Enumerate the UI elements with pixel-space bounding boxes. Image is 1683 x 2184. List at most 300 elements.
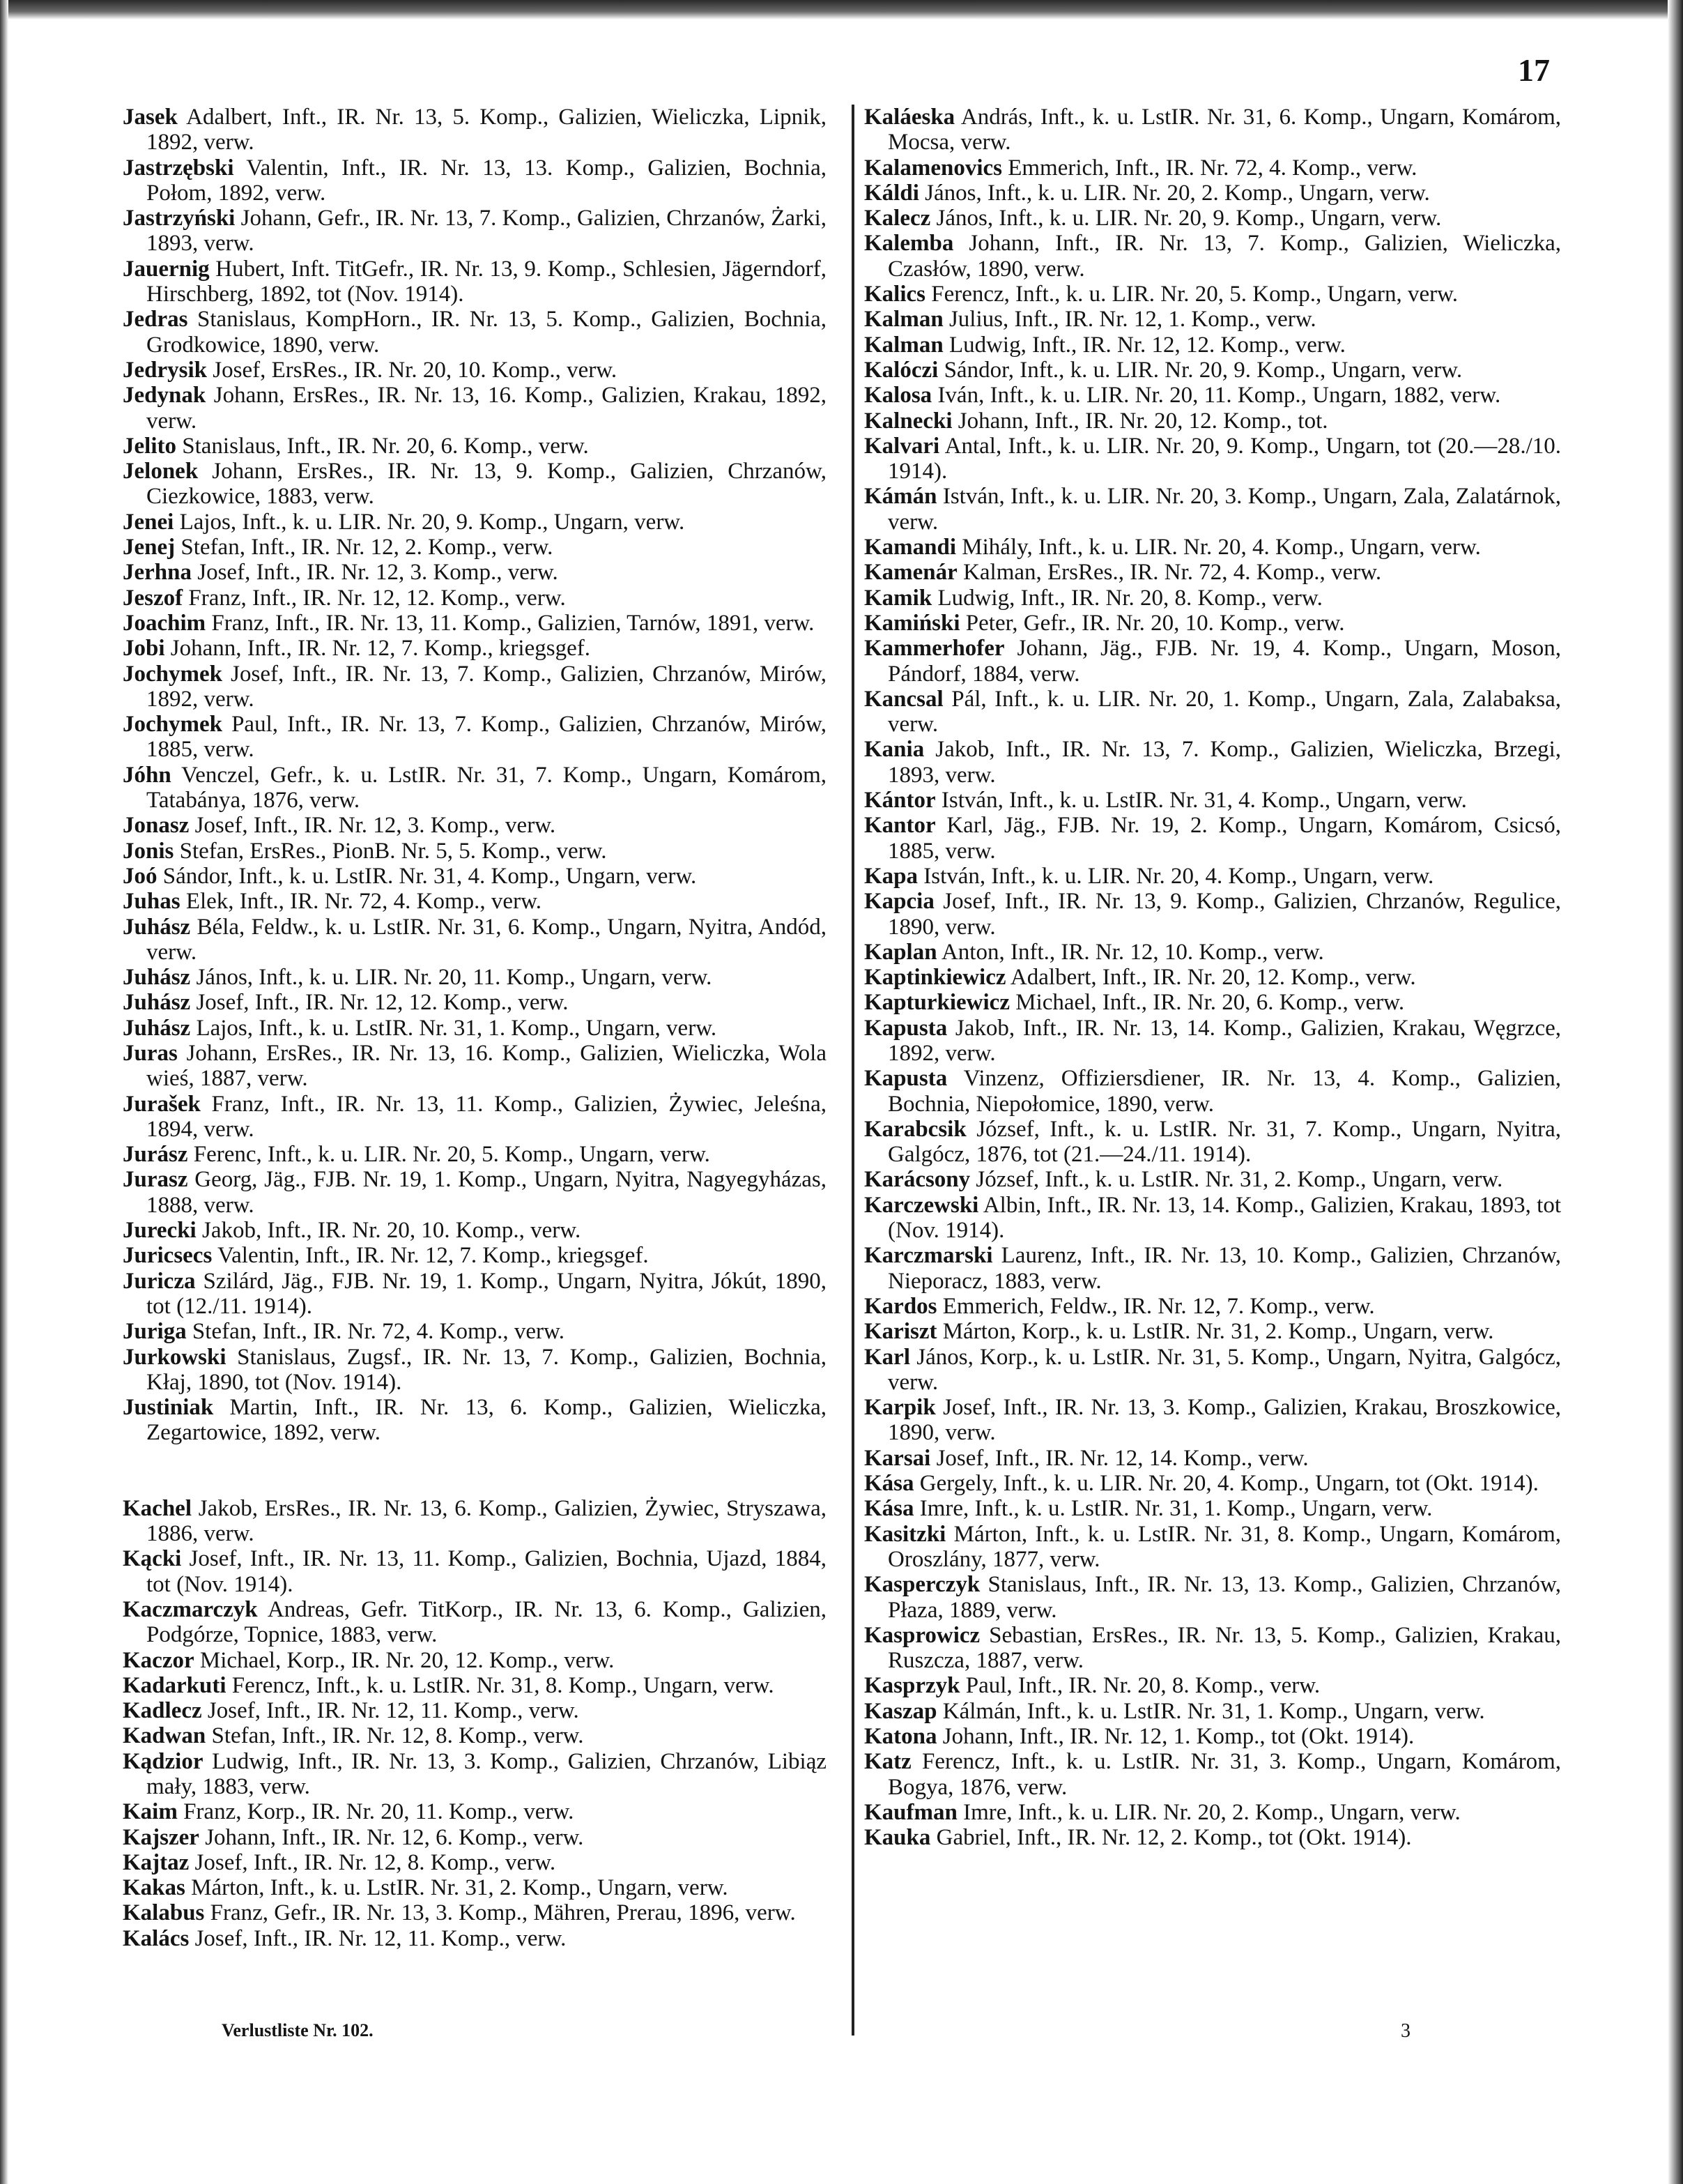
entry-details: Emmerich, Inft., IR. Nr. 72, 4. Komp., verw. <box>1001 155 1417 181</box>
casualty-entry <box>864 1167 1561 1192</box>
entry-details: Hubert, Inft. TitGefr., IR. Nr. 13, 9. Komp., Schlesien, Jägerndorf, Hirschberg, 1892, tot (Nov. 1914). <box>146 256 827 307</box>
entry-details: Georg, Jäg., FJB. Nr. 19, 1. Komp., Ungarn, Nyitra, Nagyegyházas, 1888, verw. <box>146 1167 827 1218</box>
entry-surname: Kauka <box>864 1825 931 1851</box>
casualty-entry <box>123 1926 827 1951</box>
casualty-entry <box>123 358 827 383</box>
entry-details: Sebastian, ErsRes., IR. Nr. 13, 5. Komp., Galizien, Krakau, Ruszcza, 1887, verw. <box>888 1622 1561 1674</box>
entry-surname: Kaczmarczyk <box>123 1596 258 1622</box>
casualty-entry <box>864 1623 1561 1674</box>
entry-surname: Kalvari <box>864 433 940 459</box>
entry-details: Johann, ErsRes., IR. Nr. 13, 9. Komp., Galizien, Chrzanów, Ciezkowice, 1883, verw. <box>146 459 827 510</box>
entry-surname: Karczewski <box>864 1192 979 1218</box>
casualty-entry <box>123 813 827 838</box>
entry-surname: Jauernig <box>123 256 210 282</box>
entry-details: Adalbert, Inft., IR. Nr. 20, 12. Komp., verw. <box>1006 965 1416 991</box>
entry-surname: Jedras <box>123 307 188 333</box>
casualty-entry <box>123 864 827 889</box>
entry-surname: Justiniak <box>123 1395 214 1421</box>
casualty-entry <box>864 1243 1561 1294</box>
casualty-entry <box>864 788 1561 813</box>
entry-details: Ferenc, Inft., k. u. LIR. Nr. 20, 5. Komp., Ungarn, verw. <box>187 1142 710 1168</box>
entry-surname: Kasperczyk <box>864 1572 981 1598</box>
casualty-entry <box>864 1800 1561 1825</box>
casualty-entry <box>864 864 1561 889</box>
entry-details: Franz, Inft., IR. Nr. 12, 12. Komp., verw. <box>183 585 566 611</box>
entry-details: Kálmán, Inft., k. u. LstIR. Nr. 31, 1. Komp., Ungarn, verw. <box>937 1698 1485 1724</box>
entry-surname: Juricsecs <box>123 1243 213 1269</box>
entry-details: Ludwig, Inft., IR. Nr. 20, 8. Komp., verw. <box>932 585 1323 611</box>
casualty-entry <box>123 1243 827 1268</box>
casualty-entry <box>123 1597 827 1648</box>
entry-details: János, Inft., k. u. LIR. Nr. 20, 2. Komp., Ungarn, verw. <box>919 180 1430 206</box>
entry-details: Johann, ErsRes., IR. Nr. 13, 16. Komp., Galizien, Wieliczka, Wola wieś, 1887, verw. <box>146 1040 827 1092</box>
entry-surname: Kántor <box>864 788 936 814</box>
entry-surname: Jenei <box>123 509 174 535</box>
entry-details: Iván, Inft., k. u. LIR. Nr. 20, 11. Komp., Ungarn, 1882, verw. <box>932 383 1501 408</box>
casualty-entry <box>123 1648 827 1673</box>
entry-surname: Jóhn <box>123 762 171 788</box>
entry-details: Franz, Inft., IR. Nr. 13, 11. Komp., Galizien, Żywiec, Jeleśna, 1894, verw. <box>146 1091 827 1142</box>
entry-details: Jakob, ErsRes., IR. Nr. 13, 6. Komp., Galizien, Żywiec, Stryszawa, 1886, verw. <box>146 1495 827 1547</box>
casualty-entry <box>123 1900 827 1925</box>
entry-surname: Kalics <box>864 282 925 307</box>
entry-details: Vinzenz, Offiziersdiener, IR. Nr. 13, 4. Komp., Galizien, Bochnia, Niepołomice, 1890, verw. <box>888 1066 1561 1117</box>
casualty-entry <box>864 358 1561 383</box>
entry-details: Lajos, Inft., k. u. LIR. Nr. 20, 9. Komp., Ungarn, verw. <box>174 509 685 535</box>
casualty-entry <box>864 1825 1561 1850</box>
entry-surname: Kalecz <box>864 206 931 231</box>
entry-details: Johann, Inft., IR. Nr. 12, 7. Komp., kriegsgef. <box>164 636 590 662</box>
casualty-entry <box>123 990 827 1015</box>
entry-details: Adalbert, Inft., IR. Nr. 13, 5. Komp., Galizien, Wieliczka, Lipnik, 1892, verw. <box>146 105 827 155</box>
entry-surname: Kalamenovics <box>864 155 1002 181</box>
entry-details: Andreas, Gefr. TitKorp., IR. Nr. 13, 6. Komp., Galizien, Podgórze, Topnice, 1883, verw. <box>146 1596 827 1648</box>
casualty-entry <box>864 1345 1561 1396</box>
entry-surname: Jedynak <box>123 383 206 408</box>
casualty-entry <box>123 1269 827 1320</box>
entry-surname: Kakas <box>123 1875 185 1901</box>
casualty-entry <box>864 687 1561 738</box>
entry-surname: Kaim <box>123 1799 178 1825</box>
casualty-entry <box>864 1749 1561 1800</box>
casualty-entry <box>123 459 827 510</box>
casualty-entry <box>123 611 827 636</box>
entry-details: Jakob, Inft., IR. Nr. 20, 10. Komp., verw. <box>196 1218 581 1244</box>
casualty-entry <box>864 990 1561 1015</box>
casualty-entry <box>864 1572 1561 1623</box>
casualty-entry <box>123 535 827 560</box>
entry-surname: Kalman <box>864 307 944 333</box>
entry-details: Valentin, Inft., IR. Nr. 12, 7. Komp., kriegsgef. <box>212 1243 649 1269</box>
entry-details: Pál, Inft., k. u. LIR. Nr. 20, 1. Komp., Ungarn, Zala, Zalabaksa, verw. <box>888 686 1561 738</box>
entry-details: Ferencz, Inft., k. u. LIR. Nr. 20, 5. Komp., Ungarn, verw. <box>925 282 1459 307</box>
casualty-entry <box>864 155 1561 181</box>
entry-surname: Jelito <box>123 433 176 459</box>
entry-details: Albin, Inft., IR. Nr. 13, 14. Komp., Galizien, Krakau, 1893, tot (Nov. 1914). <box>888 1192 1561 1244</box>
entry-surname: Katona <box>864 1724 937 1749</box>
casualty-entry <box>864 560 1561 585</box>
casualty-entry <box>123 1319 827 1344</box>
entry-surname: Jurkowski <box>123 1344 226 1370</box>
casualty-entry <box>123 510 827 535</box>
entry-details: Ferencz, Inft., k. u. LstIR. Nr. 31, 8. Komp., Ungarn, verw. <box>226 1672 774 1698</box>
entry-details: Márton, Inft., k. u. LstIR. Nr. 31, 2. Komp., Ungarn, verw. <box>185 1875 728 1901</box>
entry-details: Josef, Inft., IR. Nr. 12, 11. Komp., verw. <box>189 1925 567 1951</box>
entry-surname: Karsai <box>864 1445 931 1471</box>
entry-details: Ludwig, Inft., IR. Nr. 12, 12. Komp., verw. <box>943 332 1346 358</box>
entry-details: Jakob, Inft., IR. Nr. 13, 7. Komp., Galizien, Wieliczka, Brzegi, 1893, verw. <box>888 737 1561 788</box>
entry-details: Josef, Inft., IR. Nr. 12, 8. Komp., verw. <box>189 1849 556 1875</box>
entry-details: Peter, Gefr., IR. Nr. 20, 10. Komp., verw. <box>960 610 1345 636</box>
entry-surname: Kamiński <box>864 610 960 636</box>
entry-surname: Jelonek <box>123 459 199 484</box>
scan-right-shadow <box>1668 0 1683 2184</box>
casualty-entry <box>864 282 1561 307</box>
entry-surname: Káldi <box>864 180 919 206</box>
entry-surname: Kajszer <box>123 1824 199 1850</box>
entry-surname: Kaptinkiewicz <box>864 965 1006 991</box>
entry-surname: Kamandi <box>864 535 957 560</box>
casualty-entry <box>123 206 827 257</box>
entry-surname: Kása <box>864 1471 914 1497</box>
entry-surname: Kaplan <box>864 939 937 965</box>
entry-surname: Karczmarski <box>864 1243 993 1269</box>
entry-surname: Kasprzyk <box>864 1673 960 1699</box>
casualty-entry <box>864 1699 1561 1724</box>
entry-details: Anton, Inft., IR. Nr. 12, 10. Komp., verw. <box>937 939 1324 965</box>
casualty-entry <box>123 662 827 712</box>
casualty-entry <box>864 1673 1561 1698</box>
casualty-entry <box>864 383 1561 408</box>
entry-details: Stefan, ErsRes., PionB. Nr. 5, 5. Komp., verw. <box>174 838 607 864</box>
entry-surname: Jeszof <box>123 585 183 611</box>
casualty-entry <box>123 839 827 864</box>
entry-surname: Kadarkuti <box>123 1672 226 1698</box>
entry-details: Julius, Inft., IR. Nr. 12, 1. Komp., verw. <box>943 307 1316 333</box>
entry-surname: Kącki <box>123 1546 182 1572</box>
casualty-entry <box>864 206 1561 231</box>
entry-surname: Jasek <box>123 105 178 130</box>
entry-details: Karl, Jäg., FJB. Nr. 19, 2. Komp., Ungarn, Komárom, Csicsó, 1885, verw. <box>888 813 1561 864</box>
entry-details: István, Inft., k. u. LIR. Nr. 20, 4. Komp., Ungarn, verw. <box>918 863 1434 889</box>
casualty-entry <box>864 408 1561 434</box>
entry-surname: Karácsony <box>864 1167 971 1193</box>
casualty-entry <box>123 1041 827 1092</box>
entry-details: Martin, Inft., IR. Nr. 13, 6. Komp., Galizien, Wieliczka, Zegartowice, 1892, verw. <box>146 1395 827 1446</box>
entry-surname: Kammerhofer <box>864 636 1005 662</box>
casualty-entry <box>123 1673 827 1698</box>
entry-details: Emmerich, Feldw., IR. Nr. 12, 7. Komp., verw. <box>937 1293 1375 1319</box>
casualty-entry <box>864 434 1561 484</box>
entry-details: Elek, Inft., IR. Nr. 72, 4. Komp., verw. <box>180 889 542 915</box>
casualty-entry <box>864 1117 1561 1168</box>
entry-details: Imre, Inft., k. u. LstIR. Nr. 31, 1. Komp., Ungarn, verw. <box>914 1496 1433 1522</box>
entry-surname: Kapusta <box>864 1066 948 1092</box>
scan-left-shadow <box>0 0 8 2184</box>
entry-surname: Jonis <box>123 838 174 864</box>
entry-surname: Jurašek <box>123 1091 201 1117</box>
casualty-entry <box>123 1142 827 1167</box>
entry-details: Sándor, Inft., k. u. LIR. Nr. 20, 9. Komp., Ungarn, verw. <box>938 357 1463 383</box>
casualty-entry <box>123 889 827 914</box>
casualty-entry <box>864 813 1561 864</box>
entry-surname: Kapturkiewicz <box>864 990 1010 1016</box>
section-gap <box>123 1446 827 1496</box>
casualty-entry <box>123 1167 827 1218</box>
casualty-entry <box>123 1496 827 1547</box>
casualty-entry <box>123 1799 827 1824</box>
entry-surname: Kalosa <box>864 383 932 408</box>
entry-surname: Jenej <box>123 535 176 560</box>
entry-surname: Kalács <box>123 1925 190 1951</box>
entry-details: János, Korp., k. u. LstIR. Nr. 31, 5. Komp., Ungarn, Nyitra, Galgócz, verw. <box>888 1344 1561 1395</box>
entry-surname: Joó <box>123 863 157 889</box>
casualty-entry <box>123 1825 827 1850</box>
entry-surname: Juhász <box>123 914 191 940</box>
entry-details: Johann, Gefr., IR. Nr. 13, 7. Komp., Galizien, Chrzanów, Żarki, 1893, verw. <box>146 206 827 257</box>
entry-details: András, Inft., k. u. LstIR. Nr. 31, 6. Komp., Ungarn, Komárom, Mocsa, verw. <box>888 105 1561 155</box>
entry-surname: Kadlecz <box>123 1698 202 1724</box>
casualty-entry <box>864 307 1561 332</box>
casualty-entry <box>123 763 827 814</box>
entry-surname: Juhász <box>123 965 191 991</box>
entry-details: Laurenz, Inft., IR. Nr. 13, 10. Komp., Galizien, Chrzanów, Nieporacz, 1883, verw. <box>888 1243 1561 1294</box>
entry-details: István, Inft., k. u. LstIR. Nr. 31, 4. Komp., Ungarn, verw. <box>935 788 1467 814</box>
entry-details: Paul, Inft., IR. Nr. 13, 7. Komp., Galizien, Chrzanów, Mirów, 1885, verw. <box>146 712 827 763</box>
casualty-entry <box>123 1092 827 1143</box>
entry-details: József, Inft., k. u. LstIR. Nr. 31, 7. Komp., Ungarn, Nyitra, Galgócz, 1876, tot (21.—24./11. 1914). <box>888 1116 1561 1168</box>
entry-details: Johann, Inft., IR. Nr. 20, 12. Komp., tot. <box>952 408 1328 434</box>
entry-details: Johann, ErsRes., IR. Nr. 13, 16. Komp., Galizien, Krakau, 1892, verw. <box>146 383 827 434</box>
casualty-entry <box>864 1471 1561 1496</box>
casualty-entry <box>864 1066 1561 1117</box>
casualty-entry <box>123 155 827 206</box>
entry-surname: Kaláeska <box>864 105 955 130</box>
casualty-entry <box>864 1496 1561 1521</box>
entry-details: Béla, Feldw., k. u. LstIR. Nr. 31, 6. Komp., Ungarn, Nyitra, Andód, verw. <box>146 914 827 965</box>
entry-details: Michael, Korp., IR. Nr. 20, 12. Komp., verw. <box>194 1647 615 1673</box>
casualty-entry <box>864 1446 1561 1471</box>
casualty-entry <box>864 1319 1561 1344</box>
casualty-entry <box>864 535 1561 560</box>
entry-surname: Jochymek <box>123 661 222 687</box>
casualty-entry <box>864 231 1561 282</box>
entry-surname: Kania <box>864 737 925 763</box>
entry-details: Stanislaus, KompHorn., IR. Nr. 13, 5. Komp., Galizien, Bochnia, Grodkowice, 1890, verw. <box>146 307 827 358</box>
entry-surname: Jedrysik <box>123 357 208 383</box>
casualty-entry <box>864 1395 1561 1446</box>
entry-details: Gabriel, Inft., IR. Nr. 12, 2. Komp., tot (Okt. 1914). <box>930 1825 1412 1851</box>
entry-surname: Kachel <box>123 1495 192 1521</box>
entry-details: Josef, Inft., IR. Nr. 12, 12. Komp., verw. <box>190 990 569 1016</box>
entry-surname: Juricza <box>123 1268 196 1294</box>
entry-surname: Jurecki <box>123 1218 197 1244</box>
casualty-entry <box>123 383 827 434</box>
entry-details: Paul, Inft., IR. Nr. 20, 8. Komp., verw. <box>960 1673 1321 1699</box>
entry-details: Sándor, Inft., k. u. LstIR. Nr. 31, 4. Komp., Ungarn, verw. <box>157 863 697 889</box>
column-divider <box>852 105 854 2036</box>
casualty-entry <box>864 1016 1561 1067</box>
casualty-entry <box>123 636 827 661</box>
entry-details: Johann, Jäg., FJB. Nr. 19, 4. Komp., Ungarn, Moson, Pándorf, 1884, verw. <box>888 636 1561 687</box>
entry-surname: Kapcia <box>864 889 935 915</box>
entry-details: Franz, Inft., IR. Nr. 13, 11. Komp., Galizien, Tarnów, 1891, verw. <box>206 610 815 636</box>
entry-details: Josef, Inft., IR. Nr. 13, 3. Komp., Galizien, Krakau, Broszkowice, 1890, verw. <box>888 1395 1561 1446</box>
entry-surname: Kądzior <box>123 1748 203 1774</box>
entry-surname: Jastrzyński <box>123 206 236 231</box>
entry-details: Ludwig, Inft., IR. Nr. 13, 3. Komp., Galizien, Chrzanów, Libiąz mały, 1883, verw. <box>146 1748 827 1799</box>
entry-surname: Kalóczi <box>864 357 939 383</box>
entry-surname: Jochymek <box>123 712 222 738</box>
entry-details: Stefan, Inft., IR. Nr. 12, 2. Komp., verw. <box>175 535 553 560</box>
casualty-entry <box>123 712 827 763</box>
entry-surname: Jerhna <box>123 560 192 586</box>
entry-surname: Kamenár <box>864 560 958 586</box>
entry-details: Mihály, Inft., k. u. LIR. Nr. 20, 4. Komp., Ungarn, verw. <box>956 535 1481 560</box>
casualty-entry <box>123 1345 827 1396</box>
casualty-entry <box>123 915 827 965</box>
casualty-entry <box>123 560 827 585</box>
entry-surname: Kaczor <box>123 1647 194 1673</box>
casualty-entry <box>123 1698 827 1723</box>
entry-surname: Juriga <box>123 1319 187 1345</box>
entry-details: Szilárd, Jäg., FJB. Nr. 19, 1. Komp., Ungarn, Nyitra, Jókút, 1890, tot (12./11. 1914). <box>146 1268 827 1319</box>
entry-details: Márton, Korp., k. u. LstIR. Nr. 31, 2. Komp., Ungarn, verw. <box>937 1319 1494 1345</box>
entry-details: Stanislaus, Inft., IR. Nr. 13, 13. Komp., Galizien, Chrzanów, Płaza, 1889, verw. <box>888 1572 1561 1623</box>
entry-surname: Kajtaz <box>123 1849 190 1875</box>
entry-details: Stefan, Inft., IR. Nr. 72, 4. Komp., verw. <box>186 1319 564 1345</box>
entry-details: Stefan, Inft., IR. Nr. 12, 8. Komp., verw. <box>206 1723 584 1749</box>
casualty-entry <box>864 737 1561 788</box>
casualty-entry <box>864 1193 1561 1244</box>
entry-surname: Juhas <box>123 889 180 915</box>
casualty-entry <box>864 1294 1561 1319</box>
entry-surname: Jurász <box>123 1142 188 1168</box>
entry-details: Josef, Inft., IR. Nr. 13, 7. Komp., Galizien, Chrzanów, Mirów, 1892, verw. <box>146 661 827 712</box>
entry-surname: Kalnecki <box>864 408 953 434</box>
casualty-entry <box>864 181 1561 206</box>
entry-surname: Kancsal <box>864 686 944 712</box>
entry-surname: Kalemba <box>864 231 954 257</box>
entry-details: Josef, ErsRes., IR. Nr. 20, 10. Komp., verw. <box>207 357 617 383</box>
entry-surname: Juhász <box>123 990 191 1016</box>
entry-surname: Kása <box>864 1496 914 1522</box>
scan-top-shadow <box>0 0 1683 20</box>
entry-details: Josef, Inft., IR. Nr. 13, 9. Komp., Galizien, Chrzanów, Regulice, 1890, verw. <box>888 889 1561 940</box>
footer-sheet-number: 3 <box>1401 2020 1411 2042</box>
entry-details: János, Inft., k. u. LIR. Nr. 20, 9. Komp., Ungarn, verw. <box>930 206 1442 231</box>
entry-details: Stanislaus, Zugsf., IR. Nr. 13, 7. Komp., Galizien, Bochnia, Kłaj, 1890, tot (Nov. 1914). <box>146 1344 827 1395</box>
entry-surname: Karl <box>864 1344 910 1370</box>
casualty-entry <box>123 105 827 155</box>
casualty-entry <box>123 307 827 358</box>
entry-details: Josef, Inft., IR. Nr. 12, 11. Komp., verw. <box>201 1698 579 1724</box>
entry-details: Johann, Inft., IR. Nr. 12, 1. Komp., tot (Okt. 1914). <box>937 1724 1415 1749</box>
page-number: 17 <box>1518 52 1550 88</box>
entry-surname: Kaszap <box>864 1698 937 1724</box>
casualty-entry <box>864 105 1561 155</box>
right-column <box>864 105 1561 1850</box>
entry-surname: Juras <box>123 1040 178 1066</box>
entry-details: Venczel, Gefr., k. u. LstIR. Nr. 31, 7. Komp., Ungarn, Komárom, Tatabánya, 1876, verw. <box>146 762 827 814</box>
entry-surname: Kapusta <box>864 1015 948 1041</box>
casualty-entry <box>864 1522 1561 1573</box>
entry-surname: Kapa <box>864 863 919 889</box>
left-column <box>123 105 827 1951</box>
casualty-entry <box>864 333 1561 358</box>
casualty-entry <box>123 1723 827 1748</box>
entry-details: Kalman, ErsRes., IR. Nr. 72, 4. Komp., verw. <box>957 560 1382 586</box>
casualty-entry <box>123 1546 827 1597</box>
entry-surname: Kámán <box>864 484 937 510</box>
casualty-entry <box>864 889 1561 940</box>
entry-surname: Kaufman <box>864 1799 958 1825</box>
casualty-entry <box>123 1395 827 1446</box>
entry-details: István, Inft., k. u. LIR. Nr. 20, 3. Komp., Ungarn, Zala, Zalatárnok, verw. <box>888 484 1561 535</box>
entry-surname: Jonasz <box>123 813 190 839</box>
casualty-entry <box>864 586 1561 611</box>
entry-surname: Kasprowicz <box>864 1622 981 1648</box>
entry-surname: Juhász <box>123 1015 191 1041</box>
entry-details: Stanislaus, Inft., IR. Nr. 20, 6. Komp., verw. <box>176 433 589 459</box>
entry-surname: Jastrzębski <box>123 155 234 181</box>
entry-details: Josef, Inft., IR. Nr. 12, 14. Komp., verw. <box>930 1445 1309 1471</box>
entry-details: Antal, Inft., k. u. LIR. Nr. 20, 9. Komp., Ungarn, tot (20.—28./10. 1914). <box>888 433 1561 484</box>
entry-details: Michael, Inft., IR. Nr. 20, 6. Komp., verw. <box>1009 990 1405 1016</box>
casualty-entry <box>864 965 1561 990</box>
entry-surname: Jobi <box>123 636 165 662</box>
entry-details: Franz, Korp., IR. Nr. 20, 11. Komp., verw. <box>177 1799 574 1825</box>
entry-surname: Kantor <box>864 813 936 839</box>
entry-details: Josef, Inft., IR. Nr. 12, 3. Komp., verw. <box>189 813 556 839</box>
entry-details: Valentin, Inft., IR. Nr. 13, 13. Komp., Galizien, Bochnia, Połom, 1892, verw. <box>146 155 827 206</box>
footer-series: Verlustliste Nr. 102. <box>222 2020 374 2040</box>
entry-details: Lajos, Inft., k. u. LstIR. Nr. 31, 1. Komp., Ungarn, verw. <box>190 1015 717 1041</box>
entry-surname: Karpik <box>864 1395 936 1421</box>
casualty-entry <box>123 1875 827 1900</box>
entry-surname: Kalabus <box>123 1900 205 1926</box>
entry-details: Josef, Inft., IR. Nr. 12, 3. Komp., verw. <box>192 560 558 586</box>
entry-surname: Kardos <box>864 1293 937 1319</box>
entry-surname: Joachim <box>123 610 206 636</box>
entry-surname: Kamik <box>864 585 932 611</box>
entry-details: Márton, Inft., k. u. LstIR. Nr. 31, 8. Komp., Ungarn, Komárom, Oroszlány, 1877, verw. <box>888 1521 1561 1572</box>
casualty-entry <box>864 636 1561 687</box>
entry-details: József, Inft., k. u. LstIR. Nr. 31, 2. Komp., Ungarn, verw. <box>970 1167 1503 1193</box>
entry-details: János, Inft., k. u. LIR. Nr. 20, 11. Komp., Ungarn, verw. <box>190 965 712 991</box>
entry-surname: Kasitzki <box>864 1521 946 1547</box>
entry-details: Josef, Inft., IR. Nr. 13, 11. Komp., Galizien, Bochnia, Ujazd, 1884, tot (Nov. 1914). <box>146 1546 827 1597</box>
entry-details: Johann, Inft., IR. Nr. 12, 6. Komp., verw. <box>199 1824 584 1850</box>
entry-surname: Kariszt <box>864 1319 937 1345</box>
entry-surname: Jurasz <box>123 1167 188 1193</box>
casualty-entry <box>123 1850 827 1875</box>
entry-surname: Kalman <box>864 332 944 358</box>
casualty-entry <box>123 965 827 990</box>
entry-surname: Karabcsik <box>864 1116 967 1142</box>
entry-details: Gergely, Inft., k. u. LIR. Nr. 20, 4. Komp., Ungarn, tot (Okt. 1914). <box>914 1471 1539 1497</box>
entry-details: Johann, Inft., IR. Nr. 13, 7. Komp., Galizien, Wieliczka, Czasłów, 1890, verw. <box>888 231 1561 282</box>
casualty-entry <box>123 1749 827 1800</box>
entry-details: Jakob, Inft., IR. Nr. 13, 14. Komp., Galizien, Krakau, Węgrzce, 1892, verw. <box>888 1015 1561 1066</box>
entry-surname: Kadwan <box>123 1723 206 1749</box>
entry-details: Imre, Inft., k. u. LIR. Nr. 20, 2. Komp., Ungarn, verw. <box>957 1799 1461 1825</box>
casualty-entry <box>123 1218 827 1243</box>
casualty-entry <box>864 611 1561 636</box>
casualty-entry <box>864 1724 1561 1749</box>
entry-details: Ferencz, Inft., k. u. LstIR. Nr. 31, 3. Komp., Ungarn, Komárom, Bogya, 1876, verw. <box>888 1749 1561 1800</box>
entry-surname: Katz <box>864 1749 912 1775</box>
